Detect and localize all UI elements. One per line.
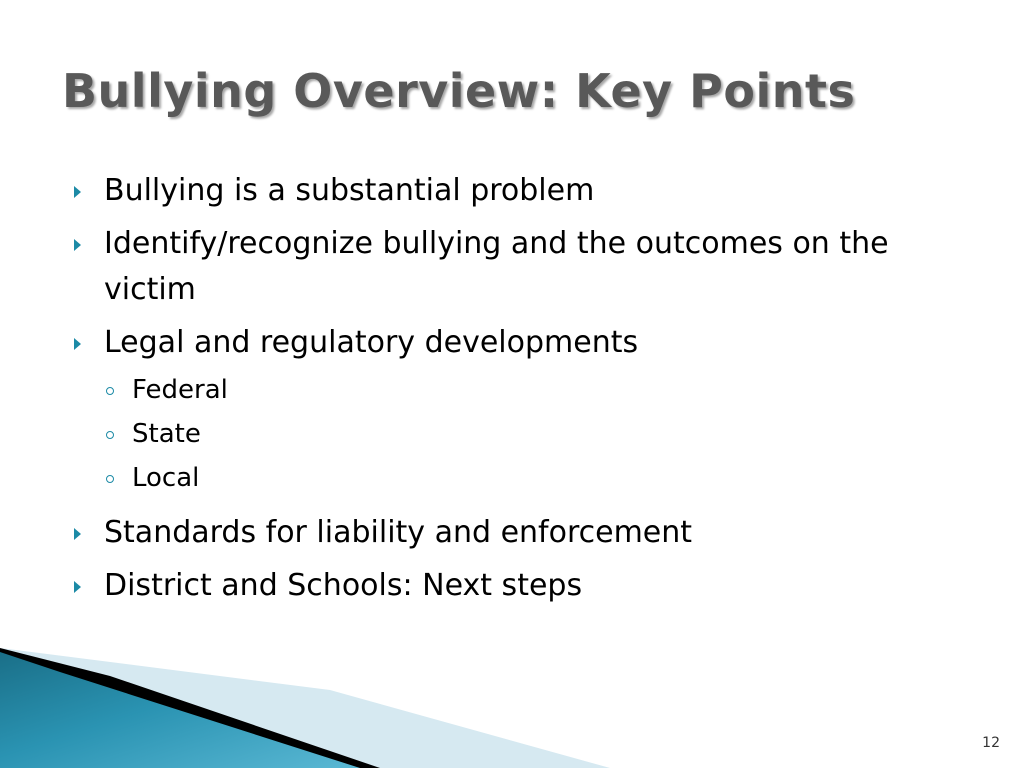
black-stripe bbox=[0, 648, 380, 768]
bullet-item bbox=[74, 168, 974, 214]
sub-bullet-item bbox=[104, 412, 974, 456]
slide-title: Bullying Overview: Key Points bbox=[62, 64, 856, 118]
sub-bullet-item bbox=[104, 456, 974, 500]
triangle-bullet-icon bbox=[74, 581, 81, 593]
bullet-item bbox=[74, 221, 974, 313]
pale-stripe bbox=[0, 648, 610, 768]
circle-bullet-icon bbox=[106, 431, 114, 439]
sub-bullet-text: Federal bbox=[132, 375, 228, 405]
sub-bullet-item bbox=[104, 368, 974, 412]
circle-bullet-icon bbox=[106, 387, 114, 395]
bullet-text: District and Schools: Next steps bbox=[104, 568, 583, 603]
bullet-text: Identify/recognize bullying and the outcomes on the victim bbox=[104, 226, 889, 307]
bullet-text: Standards for liability and enforcement bbox=[104, 515, 693, 550]
sub-bullet-list bbox=[104, 368, 974, 500]
triangle-bullet-icon bbox=[74, 338, 81, 350]
bullet-item bbox=[74, 320, 974, 500]
bullet-list bbox=[74, 168, 974, 616]
sub-bullet-text: State bbox=[132, 419, 201, 449]
slide-number: 12 bbox=[982, 735, 1000, 751]
bullet-text: Bullying is a substantial problem bbox=[104, 173, 595, 208]
triangle-bullet-icon bbox=[74, 528, 81, 540]
triangle-bullet-icon bbox=[74, 186, 81, 198]
bullet-item bbox=[74, 510, 974, 556]
circle-bullet-icon bbox=[106, 475, 114, 483]
bullet-item bbox=[74, 563, 974, 609]
bullet-text: Legal and regulatory developments bbox=[104, 325, 639, 360]
teal-band bbox=[0, 652, 360, 768]
sub-bullet-text: Local bbox=[132, 463, 200, 493]
triangle-bullet-icon bbox=[74, 239, 81, 251]
